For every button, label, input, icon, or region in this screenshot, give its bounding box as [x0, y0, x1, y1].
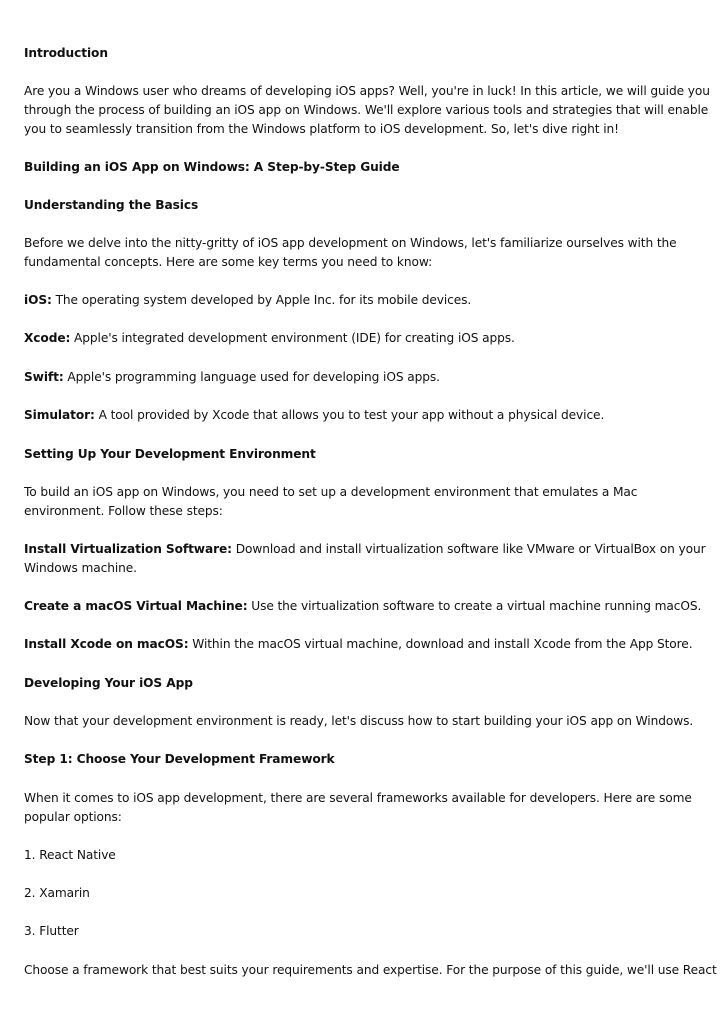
- term-simulator: [24, 406, 604, 425]
- term-label: Swift:: [24, 370, 64, 384]
- intro-paragraph-line-2: through the process of building an iOS app on Windows. We'll explore various tools and strategies that will enable: [24, 103, 709, 117]
- step-description: Use the virtualization software to create a virtual machine running macOS.: [247, 599, 702, 613]
- env-paragraph-line-1: To build an iOS app on Windows, you need to set up a development environment that emulates a Mac: [24, 485, 638, 499]
- term-label: Xcode:: [24, 331, 71, 345]
- step-label: Install Xcode on macOS:: [24, 637, 189, 651]
- framework-item: 1. React Native: [24, 848, 116, 862]
- intro-heading: Introduction: [24, 46, 108, 60]
- step-create-vm: [24, 597, 701, 616]
- env-heading: Setting Up Your Development Environment: [24, 447, 316, 461]
- term-swift: [24, 368, 440, 387]
- framework-item: 3. Flutter: [24, 924, 79, 938]
- intro-paragraph-line-1: Are you a Windows user who dreams of developing iOS apps? Well, you're in luck! In this article, we will guide you: [24, 84, 710, 98]
- step-label: Install Virtualization Software:: [24, 542, 232, 556]
- basics-heading: Understanding the Basics: [24, 198, 199, 212]
- intro-paragraph-line-3: you to seamlessly transition from the Windows platform to iOS development. So, let's dive right in!: [24, 122, 619, 136]
- step-virtualization-line-2: Windows machine.: [24, 561, 137, 575]
- term-label: iOS:: [24, 293, 52, 307]
- term-description: Apple's programming language used for developing iOS apps.: [63, 370, 440, 384]
- basics-paragraph-line-2: fundamental concepts. Here are some key terms you need to know:: [24, 255, 433, 269]
- term-description: The operating system developed by Apple Inc. for its mobile devices.: [51, 293, 472, 307]
- term-ios: [24, 291, 471, 310]
- step-install-xcode: [24, 635, 692, 654]
- term-xcode: [24, 329, 515, 348]
- framework-item: 2. Xamarin: [24, 886, 90, 900]
- step-virtualization: [24, 540, 706, 559]
- step1-paragraph-line-1: When it comes to iOS app development, there are several frameworks available for developers. Here are some: [24, 791, 692, 805]
- basics-paragraph-line-1: Before we delve into the nitty-gritty of iOS app development on Windows, let's familiarize ourselves with the: [24, 236, 677, 250]
- dev-paragraph: Now that your development environment is ready, let's discuss how to start building your iOS app on Windows.: [24, 714, 694, 728]
- guide-heading: Building an iOS App on Windows: A Step-by-Step Guide: [24, 160, 400, 174]
- env-paragraph-line-2: environment. Follow these steps:: [24, 504, 223, 518]
- step1-paragraph-line-2: popular options:: [24, 810, 122, 824]
- step-description: Download and install virtualization software like VMware or VirtualBox on your: [231, 542, 706, 556]
- closing-paragraph-line-1: Choose a framework that best suits your requirements and expertise. For the purpose of this guide, we'll use React: [24, 963, 717, 977]
- term-description: Apple's integrated development environment (IDE) for creating iOS apps.: [70, 331, 515, 345]
- term-label: Simulator:: [24, 408, 95, 422]
- step-label: Create a macOS Virtual Machine:: [24, 599, 248, 613]
- step-description: Within the macOS virtual machine, download and install Xcode from the App Store.: [188, 637, 693, 651]
- dev-heading: Developing Your iOS App: [24, 676, 193, 690]
- step1-heading: Step 1: Choose Your Development Framework: [24, 752, 335, 766]
- term-description: A tool provided by Xcode that allows you to test your app without a physical device.: [94, 408, 605, 422]
